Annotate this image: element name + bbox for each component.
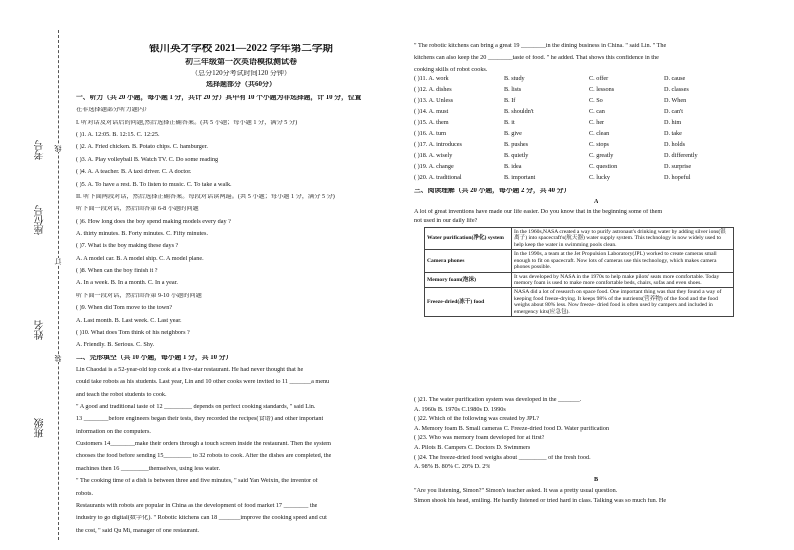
cloze-option: D. classes xyxy=(664,86,689,93)
binding-margin xyxy=(0,0,72,550)
left-line: II. 听下面两段对话，然后选择正确答案。每段对话读两遍。(共 5 小题；每小题 1 分，满分 5 分) xyxy=(76,193,335,200)
left-line: Restaurants with robots are popular in China as the development of food market 17 ________ the xyxy=(76,502,318,509)
right-line: kitchens can also keep the 20 ________taste of food. " he added. That shows this confidence in the xyxy=(414,55,659,61)
left-line: ( )1. A. 12:05. B. 12:15. C. 12:25. xyxy=(76,132,160,139)
cloze-option: ( )19. A. change xyxy=(414,163,454,170)
cloze-option: B. give xyxy=(504,130,522,137)
left-line: " A good and traditional taste of 12 _________ depends on perfect cooking standards, " said Lin. xyxy=(76,404,316,411)
invention-description: It was developed by NASA in the 1970s to help make pilots' seats more comfortable. Today memory foam is used to make more comfortable beds, chairs, sofas and even shoes. xyxy=(512,272,734,288)
cloze-option: ( )11. A. work xyxy=(414,75,449,82)
right-line: " The robotic kitchens can bring a great 19 ________in the dining business in China. " said Lin. " The xyxy=(414,43,667,49)
cloze-option: B. it xyxy=(504,119,515,126)
reading-section-title: 三、阅读理解（共 20 小题，每小题 2 分，共 40 分） xyxy=(414,188,571,194)
zuoweihao-label: 座位号 xyxy=(35,205,46,235)
left-line: ( )10. What does Tom think of his neighbors ? xyxy=(76,329,190,336)
cloze-option: C. lucky xyxy=(589,174,610,181)
left-line: robots. xyxy=(76,490,94,497)
cloze-option: D. him xyxy=(664,119,682,126)
left-line: could take robots as his students. Last year, Lin and 10 other cooks were invited to 11 _______a menu xyxy=(76,379,330,386)
left-line: Customers 14________make their orders through a touch screen inside the restaurant. Then the system xyxy=(76,441,331,448)
cloze-option: B. pushes xyxy=(504,141,529,148)
cloze-option: ( )14. A. must xyxy=(414,108,449,115)
left-line: A. Friendly. B. Serious. C. Shy. xyxy=(76,342,155,349)
table-row xyxy=(425,250,734,272)
zhuang-mark: 装 xyxy=(54,355,62,362)
left-line: 听下面一段对话，然后回答第 6-8 小题的问题 xyxy=(76,206,199,213)
invention-name: Freeze-dried(冻干) food xyxy=(425,288,512,317)
invention-name: Camera phones xyxy=(425,250,512,272)
cloze-option: B. shouldn't xyxy=(504,108,534,115)
table-row xyxy=(425,288,734,317)
cloze-option: D. cause xyxy=(664,75,686,82)
cloze-option: B. idea xyxy=(504,163,522,170)
left-line: ( )3. A. Play volleyball B. Watch TV. C. Do some reading xyxy=(76,156,219,163)
cloze-option: B. important xyxy=(504,174,536,181)
cloze-option: ( )16. A. turn xyxy=(414,130,447,137)
question-line: ( )21. The water purification system was developed in the _______. xyxy=(414,397,582,403)
passage-a-intro-1: A lot of great inventions have made our life easier. Do you know that in the beginning some of them xyxy=(414,209,663,215)
invention-description: NASA did a lot of research on space food. One important thing was that they found a way of keeping food freeze-drying. It keeps 98% of the nutrients(营养物) of the food and the food weighs about 80% less. Now freeze- dried food is often used by campers and included in emergency kits(应急包). xyxy=(512,288,734,317)
left-line: Lin Chaodai is a 52-year-old top cook at a five-star restaurant. He had never thought that he xyxy=(76,366,304,373)
left-line: 二、完形填空（共 10 小题，每小题 1 分，共 10 分） xyxy=(76,354,233,361)
cloze-option: ( )17. A. introduces xyxy=(414,141,462,148)
cloze-option: C. question xyxy=(589,163,618,170)
cloze-option: B. quietly xyxy=(504,152,529,159)
cloze-option: C. offer xyxy=(589,75,609,82)
left-line: ( )4. A. A teacher. B. A taxi driver. C. A doctor. xyxy=(76,169,192,176)
cloze-option: C. So xyxy=(589,97,603,104)
cloze-option: B. study xyxy=(504,75,525,82)
cloze-option: C. greatly xyxy=(589,152,614,159)
xingming-label: 姓名 xyxy=(35,320,46,340)
left-line: A. Last month. B. Last week. C. Last year. xyxy=(76,317,182,324)
cloze-option: D. differently xyxy=(664,152,698,159)
invention-description: In the 1990s, a team at the Jet Propulsion Laboratory(JPL) worked to create cameras small enough to fit on spacecraft. Now lots of cameras use this technology, which makes camera phones possible. xyxy=(512,250,734,272)
cloze-option: D. take xyxy=(664,130,682,137)
invention-description: In the 1960s,NASA created a way to purify astronaut's drinking water by adding silver ions(银离子) into spacecraft's(航天器) water supply system. This technology is now widely used to help keep the water in swimming pools clean. xyxy=(512,228,734,250)
cloze-option: ( )20. A. traditional xyxy=(414,174,462,181)
question-line: A. Pilots B. Campers C. Doctors D. Swimmers xyxy=(414,445,531,451)
cloze-option: D. When xyxy=(664,97,687,104)
cloze-option: D. can't xyxy=(664,108,683,115)
question-line: ( )23. Who was memory foam developed for at first? xyxy=(414,435,545,442)
left-line: machines then 16 _________themselves, using less water. xyxy=(76,465,221,472)
ding-mark: 订 xyxy=(54,258,62,265)
question-line: A. 1960s B. 1970s C.1980s D. 1990s xyxy=(414,406,506,413)
exam-info: （总分120分考试时间120 分钟） xyxy=(191,70,291,77)
left-line: ( )5. A. To have a rest. B. To listen to music. C. To take a walk. xyxy=(76,181,232,188)
cloze-option: ( )18. A. wisely xyxy=(414,152,453,159)
inventions-table xyxy=(424,227,734,317)
left-line: I. 听对话及对话后的问题,然后选择正确答案。(共 5 小题；每小题 1 分，满分 5 分) xyxy=(76,119,298,126)
cloze-option: C. clean xyxy=(589,130,610,137)
left-line: 在非选择题部分听力题内） xyxy=(76,107,151,114)
cloze-option: B. If xyxy=(504,97,516,104)
cloze-option: ( )13. A. Unless xyxy=(414,97,454,104)
question-line: ( )24. The freeze-dried food weighs about _________ of the fresh food. xyxy=(414,454,591,461)
question-line: A. Memory foam B. Small cameras C. Freeze-dried food D. Water purification xyxy=(414,425,610,432)
cloze-option: C. stops xyxy=(589,141,609,148)
passage-b-line-2: Simon shook his head, smiling. He hardly listened or tried hard in class. Talking was so much fun. He xyxy=(414,498,667,504)
table-row xyxy=(425,272,734,288)
cloze-option: D. surprise xyxy=(664,163,692,170)
question-line: A. 98% B. 80% C. 20% D. 2% xyxy=(414,464,491,471)
left-line: 一、听力（共 20 小题，每小题 1 分，共计 20 分）其中有 10 个小题为非选择题，计 10 分，位置 xyxy=(76,95,362,101)
left-line: industry to go digital(数字化). " Robotic kitchens can 18 _______improve the cooking speed and cut xyxy=(76,515,327,522)
left-line: 听下面一段对话，然后回答第 9-10 小题的问题 xyxy=(76,292,202,299)
left-line: 13 ________before engineers began their tests, they recorded the recipes(食谱) and other important xyxy=(76,416,324,423)
cloze-option: B. lists xyxy=(504,86,522,93)
part-title: 选择题部分（共60分） xyxy=(206,81,276,88)
invention-name: Memory foam(泡沫) xyxy=(425,272,512,288)
left-line: A. A model car. B. A model ship. C. A model plane. xyxy=(76,255,204,262)
passage-a-label: A xyxy=(594,199,599,205)
question-line: ( )22. Which of the following was created by JPL? xyxy=(414,416,539,423)
left-line: ( )6. How long does the boy spend making models every day ? xyxy=(76,218,231,225)
passage-a-intro-2: not used in our daily life? xyxy=(414,218,478,224)
banji-label: 班级 xyxy=(35,418,46,438)
dashed-cut-line xyxy=(58,30,59,540)
table-row xyxy=(425,228,734,250)
cloze-option: ( )15. A. them xyxy=(414,119,449,126)
left-line: and teach the robot students to cook. xyxy=(76,391,167,398)
cloze-option: C. can xyxy=(589,108,605,115)
cloze-option: D. holds xyxy=(664,141,685,148)
xian-mark: 线 xyxy=(54,145,62,152)
cloze-option: ( )12. A. dishes xyxy=(414,86,452,93)
cloze-option: C. lessons xyxy=(589,86,615,93)
invention-name: Water purification(净化) system xyxy=(425,228,512,250)
left-line: ( )8. When can the boy finish it ? xyxy=(76,268,158,275)
left-line: ( )2. A. Fried chicken. B. Potato chips. C. hamburger. xyxy=(76,144,208,151)
cloze-option: C. her xyxy=(589,119,605,126)
left-line: " The cooking time of a dish is between three and five minutes, " said Yan Weixin, the inventor of xyxy=(76,478,318,485)
exam-title: 初三年级第一次英语模拟测试卷 xyxy=(185,58,297,66)
school-title: 银川英才学校 2021—2022 学年第二学期 xyxy=(149,44,333,54)
cloze-option: D. hopeful xyxy=(664,174,691,181)
right-line: cooking skills of robot cooks. xyxy=(414,67,488,73)
left-line: ( )9. When did Tom move to the town? xyxy=(76,305,173,312)
kaohao-label: 考号 xyxy=(35,140,46,160)
left-line: A. thirty minutes. B. Forty minutes. C. Fifty minutes. xyxy=(76,230,209,237)
passage-b-label: B xyxy=(594,477,599,483)
left-line: ( )7. What is the boy making these days ? xyxy=(76,243,179,250)
passage-b-line-1: "Are you listening, Simon?" Simon's teacher asked. It was a pretty usual question. xyxy=(414,488,618,494)
left-line: A. In a week. B. In a month. C. In a year. xyxy=(76,280,178,287)
left-line: information on the computers. xyxy=(76,428,151,435)
left-line: chooses the food before sending 15_________ to 32 robots to cook. After the dishes are completed, the xyxy=(76,453,332,460)
left-line: the cost, " said Qu Mi, manager of one restaurant. xyxy=(76,527,200,534)
